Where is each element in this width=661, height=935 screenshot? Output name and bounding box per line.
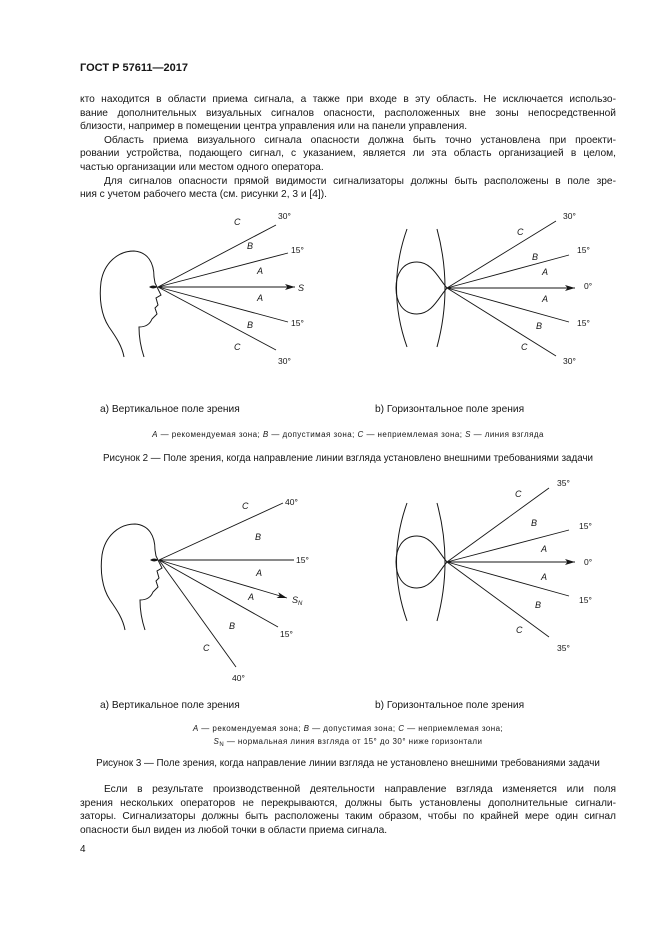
zone-label: C (521, 342, 528, 352)
sight-label (292, 595, 303, 607)
figure-2-caption-b: b) Горизонтальное поле зрения (375, 404, 525, 415)
text-line: ния с учетом рабочего места (см. рисунки 2, 3 и [4]). (80, 189, 327, 201)
angle-label: 15° (291, 245, 304, 255)
head-profile-icon (100, 251, 161, 357)
angle-label: 15° (579, 595, 592, 605)
figure-2-legend (80, 428, 616, 441)
page-number: 4 (80, 844, 86, 855)
zone-label: C (517, 227, 524, 237)
legend-text: — допустимая зона; (312, 724, 396, 733)
text-line: опасности был виден из любой точки в области приема сигнала. (80, 824, 388, 836)
text-line: заторы. Сигнализаторы должны быть расположены таким образом, чтобы по крайней мере один сигнал (80, 811, 616, 823)
text-line: кто находится в области приема сигнала, а также при входе в эту область. Не исключается использо- (80, 94, 616, 105)
zone-label: B (531, 518, 538, 528)
figure-3-title: Рисунок 3 — Поле зрения, когда направление линии взгляда не установлено внешними требованиями задачи (96, 758, 600, 769)
zone-label: A (257, 266, 264, 276)
text-line: близости, например в помещении центра управления или на панели управления. (80, 121, 468, 133)
zone-label: A (542, 294, 549, 304)
text-line: Для сигналов опасности прямой видимости сигнализаторы должны быть расположены в поле зре- (104, 175, 616, 187)
sight-label-main: S (292, 595, 299, 605)
text-line: Область приема визуального сигнала опасности должна быть точно установлена при проекти- (104, 134, 616, 146)
figure-2-horizontal-field (396, 211, 592, 366)
figure-3-legend-line-2 (80, 735, 616, 748)
figure-2-caption-a: a) Вертикальное поле зрения (100, 404, 240, 415)
text-line: Если в результате производственной деятельности направление взгляда изменяется или поля (104, 784, 616, 795)
standard-header: ГОСТ Р 57611—2017 (80, 62, 188, 74)
zone-label: B (536, 321, 543, 331)
zone-label: C (234, 342, 241, 352)
zone-label: B (535, 600, 542, 610)
ray-upper-outer (159, 503, 283, 560)
angle-label: 30° (563, 356, 576, 366)
zone-label: A (541, 572, 548, 582)
ray-upper-outer (158, 225, 276, 287)
ray-upper-outer (447, 221, 556, 288)
ray-lower-inner (447, 288, 569, 322)
angle-label: 0° (584, 557, 593, 567)
ray-upper-inner (447, 530, 569, 562)
angle-label: 15° (296, 555, 309, 565)
figure-3-legend-line-1 (80, 722, 616, 735)
angle-label: 15° (579, 521, 592, 531)
ray-lower-outer (447, 562, 549, 637)
zone-label: A (257, 293, 264, 303)
zone-label: C (203, 643, 210, 653)
zone-label: C (515, 489, 522, 499)
sight-label: S (298, 283, 305, 293)
legend-text: — рекомендуемая зона; (160, 430, 261, 439)
legend-text: — допустимая зона; (271, 430, 355, 439)
legend-letter: C (357, 430, 364, 439)
ray-lower-inner (447, 562, 569, 596)
legend-letter: C (398, 724, 405, 733)
angle-label: 0° (584, 281, 593, 291)
ray-upper-inner (158, 253, 288, 287)
figure-3-caption-a: a) Вертикальное поле зрения (100, 700, 240, 711)
figure-2-title: Рисунок 2 — Поле зрения, когда направление линии взгляда установлено внешними требованиями задачи (102, 453, 594, 464)
angle-label: 15° (291, 318, 304, 328)
angle-label: 40° (285, 497, 298, 507)
closing-text (80, 783, 616, 837)
zone-label: A (541, 544, 548, 554)
legend-text: — линия взгляда (473, 430, 544, 439)
angle-label: 30° (278, 211, 291, 221)
legend-letter: A (192, 724, 199, 733)
legend-text: — неприемлемая зона; (366, 430, 463, 439)
legend-letter: S (213, 737, 220, 746)
angle-label: 30° (278, 356, 291, 366)
sight-label-subscript: N (298, 601, 303, 607)
figure-2-vertical-field (100, 211, 304, 366)
legend-subscript: N (219, 742, 225, 748)
zone-label: A (256, 568, 263, 578)
text-line: ровании устройства, подающего сигнал, с указанием, является ли эта область организацией в целом, (80, 148, 616, 160)
zone-label: C (516, 625, 523, 635)
legend-letter: A (152, 430, 158, 439)
legend-letter: B (303, 724, 310, 733)
angle-label: 40° (232, 673, 245, 683)
angle-label: 35° (557, 478, 570, 488)
legend-text: — неприемлемая зона; (407, 724, 504, 733)
ray-lower-inner (158, 287, 288, 322)
figure-3-horizontal-field (396, 478, 592, 653)
legend-text: — рекомендуемая зона; (201, 724, 301, 733)
zone-label: A (248, 592, 255, 602)
zone-label: B (229, 621, 236, 631)
figure-3-caption-b: b) Горизонтальное поле зрения (375, 700, 525, 711)
head-top-view-icon (396, 503, 447, 621)
angle-label: 35° (557, 643, 570, 653)
ray-lower-outer (159, 560, 236, 667)
angle-label: 15° (577, 318, 590, 328)
zone-label: B (532, 252, 539, 262)
angle-label: 15° (577, 245, 590, 255)
zone-label: B (255, 532, 262, 542)
zone-label: B (247, 320, 254, 330)
head-top-view-icon (396, 229, 447, 347)
text-line: вание дополнительных визуальных сигналов опасности, расположенных вне зоны непосредственной (80, 107, 616, 119)
zone-label: C (234, 217, 241, 227)
head-profile-icon (101, 524, 162, 630)
legend-text: — нормальная линия взгляда от 15° до 30° ниже горизонтали (226, 737, 483, 746)
figure-3-vertical-field (101, 497, 309, 683)
zone-label: A (542, 267, 549, 277)
legend-letter: B (262, 430, 269, 439)
ray-upper-inner (447, 255, 569, 288)
legend-letter: S (465, 430, 471, 439)
zone-label: C (242, 501, 249, 511)
text-line: зрения нескольких операторов не перекрываются, должны быть установлены дополнительные сигнали- (80, 797, 616, 809)
zone-label: B (247, 241, 254, 251)
angle-label: 15° (280, 629, 293, 639)
sight-line-arrow (159, 560, 287, 598)
angle-label: 30° (563, 211, 576, 221)
text-line: частью организации или местом одного оператора. (80, 161, 324, 173)
